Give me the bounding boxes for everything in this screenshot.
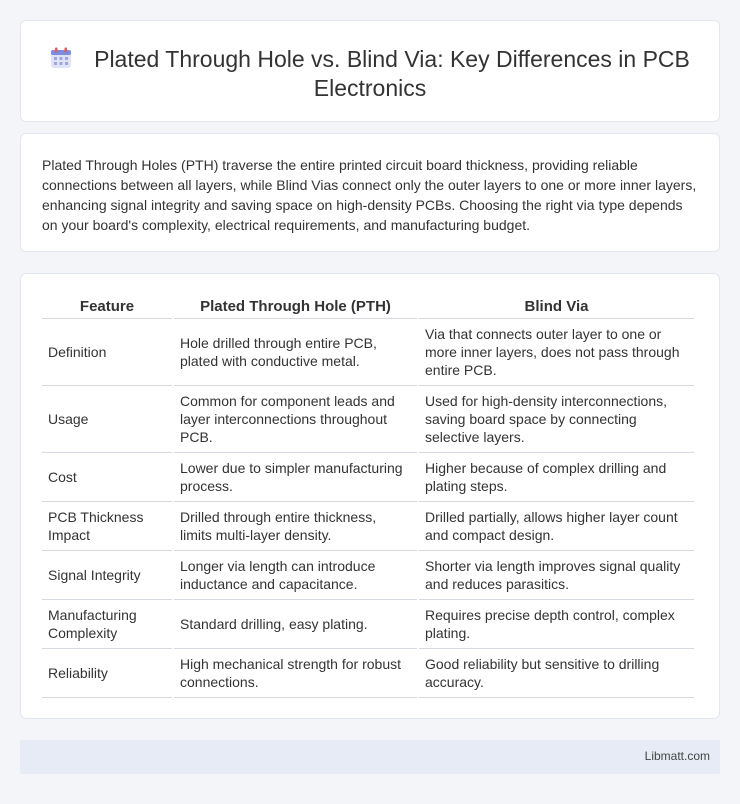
cell-feature: Reliability	[42, 649, 172, 698]
cell-blind: Higher because of complex drilling and plating steps.	[419, 453, 694, 502]
cell-feature: Usage	[42, 386, 172, 453]
cell-blind: Good reliability but sensitive to drilling accuracy.	[419, 649, 694, 698]
cell-pth: Longer via length can introduce inductance and capacitance.	[174, 551, 417, 600]
header-feature: Feature	[42, 296, 172, 319]
cell-feature: Manufacturing Complexity	[42, 600, 172, 649]
calendar-icon	[50, 47, 72, 69]
table-row	[42, 551, 694, 600]
table-row	[42, 386, 694, 453]
footer-brand[interactable]: Libmatt.com	[644, 749, 710, 763]
table-row	[42, 453, 694, 502]
table-row	[42, 649, 694, 698]
footer-bar	[20, 740, 720, 774]
cell-blind: Used for high-density interconnections, saving board space by connecting selective layers.	[419, 386, 694, 453]
comparison-card	[20, 273, 720, 719]
page-title	[21, 45, 719, 103]
header-blind-via: Blind Via	[419, 296, 694, 319]
header-pth: Plated Through Hole (PTH)	[174, 296, 417, 319]
comparison-table	[40, 296, 696, 698]
title-card	[20, 20, 720, 122]
cell-pth: Common for component leads and layer interconnections throughout PCB.	[174, 386, 417, 453]
cell-blind: Requires precise depth control, complex plating.	[419, 600, 694, 649]
cell-feature: Definition	[42, 319, 172, 386]
title-text: Plated Through Hole vs. Blind Via: Key Differences in PCB Electronics	[94, 46, 690, 101]
cell-pth: Lower due to simpler manufacturing process.	[174, 453, 417, 502]
intro-card	[20, 133, 720, 252]
intro-paragraph: Plated Through Holes (PTH) traverse the entire printed circuit board thickness, providing reliable connections between all layers, while Blind Vias connect only the outer layers to one or more inner layers, enhancing signal integrity and saving space on high-density PCBs. Choosing the right via type depends on your board's complexity, electrical requirements, and manufacturing budget.	[42, 157, 697, 233]
cell-pth: Hole drilled through entire PCB, plated with conductive metal.	[174, 319, 417, 386]
table-header-row	[42, 296, 694, 319]
cell-feature: Signal Integrity	[42, 551, 172, 600]
table-row	[42, 600, 694, 649]
cell-pth: Standard drilling, easy plating.	[174, 600, 417, 649]
cell-feature: Cost	[42, 453, 172, 502]
cell-blind: Shorter via length improves signal quality and reduces parasitics.	[419, 551, 694, 600]
table-row	[42, 319, 694, 386]
cell-pth: High mechanical strength for robust connections.	[174, 649, 417, 698]
cell-feature: PCB Thickness Impact	[42, 502, 172, 551]
cell-blind: Drilled partially, allows higher layer count and compact design.	[419, 502, 694, 551]
cell-blind: Via that connects outer layer to one or more inner layers, does not pass through entire PCB.	[419, 319, 694, 386]
table-row	[42, 502, 694, 551]
cell-pth: Drilled through entire thickness, limits multi-layer density.	[174, 502, 417, 551]
